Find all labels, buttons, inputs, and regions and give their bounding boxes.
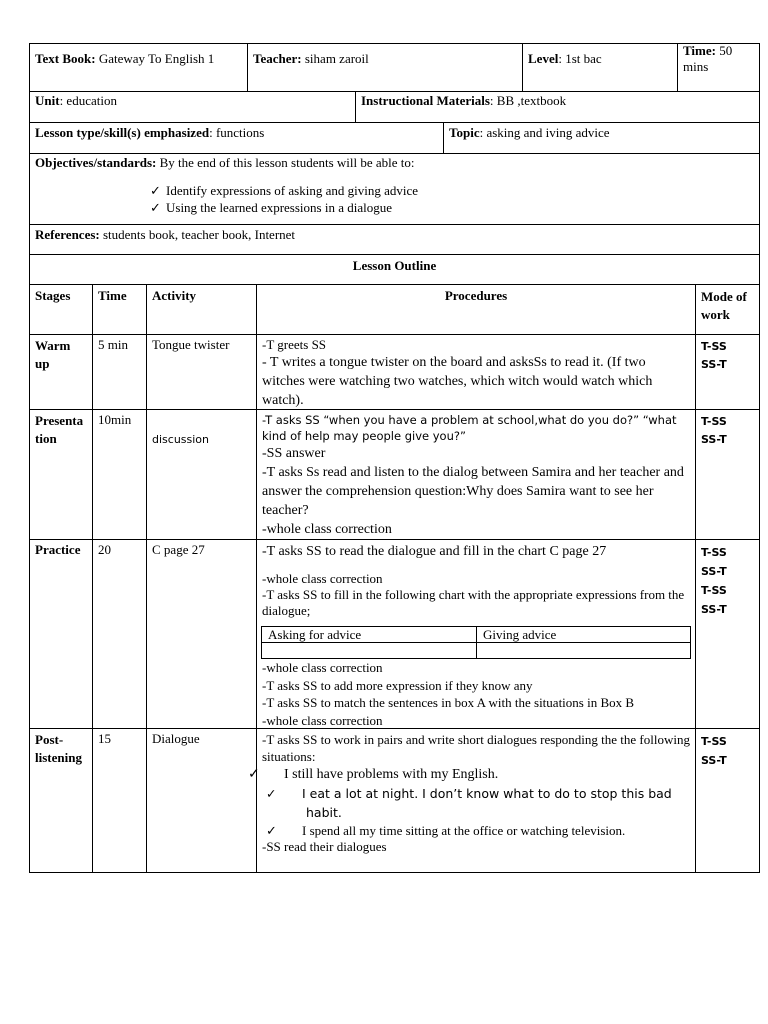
time-presentation: 10min bbox=[98, 412, 132, 427]
level-cell bbox=[523, 48, 677, 70]
table-border bbox=[29, 872, 760, 873]
chart-divider bbox=[476, 627, 477, 658]
unit-value: : education bbox=[59, 93, 117, 108]
procedure-practice-cont bbox=[257, 656, 695, 732]
procedure-line: -whole class correction bbox=[262, 712, 383, 728]
references-value: students book, teacher book, Internet bbox=[102, 227, 296, 242]
procedure-line: -T asks SS to add more expression if they know any bbox=[262, 677, 533, 693]
chart-header-asking: Asking for advice bbox=[268, 627, 362, 642]
procedure-line: -SS answer bbox=[262, 446, 326, 461]
mode-post-listening: T-SS SS-T bbox=[701, 735, 727, 767]
procedure-line: -T asks SS to work in pairs and write short dialogues responding the the following situations: bbox=[262, 732, 690, 764]
lesson-type-value: : functions bbox=[209, 125, 265, 140]
materials-value: : BB ,textbook bbox=[489, 93, 567, 108]
checkmark-icon: ✓ bbox=[150, 183, 161, 198]
procedure-presentation bbox=[257, 409, 695, 542]
procedure-warmup bbox=[257, 334, 695, 413]
procedure-line: -T asks SS to fill in the following chart with the appropriate expressions from the dialogue; bbox=[262, 587, 685, 618]
checkmark-icon: ✓ bbox=[266, 786, 277, 801]
procedure-practice bbox=[257, 539, 695, 622]
references-label: References: bbox=[35, 227, 100, 242]
topic-label: Topic bbox=[449, 125, 480, 140]
chart-header-giving: Giving advice bbox=[483, 627, 557, 642]
advice-chart bbox=[261, 626, 691, 659]
objectives-list bbox=[150, 182, 750, 216]
col-header-time: Time bbox=[98, 288, 127, 303]
materials-cell bbox=[356, 90, 759, 112]
col-divider bbox=[92, 284, 93, 872]
objectives-label: Objectives/standards: bbox=[35, 155, 157, 170]
procedure-post-listening bbox=[248, 728, 695, 858]
procedure-line: -T asks SS “when you have a problem at school,what do you do?” “what kind of help may people give you?” bbox=[262, 413, 677, 443]
level-value: : 1st bac bbox=[558, 51, 602, 66]
time-practice: 20 bbox=[98, 542, 111, 557]
materials-label: Instructional Materials bbox=[361, 93, 490, 108]
checkmark-icon: ✓ bbox=[248, 767, 260, 782]
procedure-line: -SS read their dialogues bbox=[262, 839, 387, 854]
table-border bbox=[759, 43, 760, 873]
time-label: Time: bbox=[683, 43, 716, 58]
unit-cell bbox=[30, 90, 355, 112]
references-cell bbox=[30, 224, 759, 246]
procedure-line: -whole class correction bbox=[262, 660, 383, 675]
teacher-cell bbox=[248, 48, 522, 70]
procedure-line: -whole class correction bbox=[262, 571, 383, 586]
situation-item: ✓ I spend all my time sitting at the office or watching television. bbox=[266, 823, 626, 838]
col-header-procedures: Procedures bbox=[444, 288, 508, 303]
stage-post-listening: Post- listening bbox=[35, 732, 82, 765]
mode-warmup: T-SS SS-T bbox=[701, 340, 727, 371]
time-post-listening: 15 bbox=[98, 731, 111, 746]
mode-practice: T-SS SS-T T-SS SS-T bbox=[701, 546, 727, 616]
checkmark-icon: ✓ bbox=[266, 823, 277, 838]
objective-item: ✓ Using the learned expressions in a dialogue bbox=[150, 200, 392, 215]
teacher-value: siham zaroil bbox=[304, 51, 369, 66]
situation-item: ✓ I still have problems with my English. bbox=[248, 767, 499, 782]
procedure-line: -T asks SS to read the dialogue and fill in the chart C page 27 bbox=[262, 544, 607, 559]
stage-warmup: Warm up bbox=[35, 338, 71, 371]
objectives-intro: By the end of this lesson students will be able to: bbox=[159, 155, 415, 170]
textbook-value: Gateway To English 1 bbox=[98, 51, 215, 66]
activity-warmup: Tongue twister bbox=[152, 337, 230, 352]
stage-practice: Practice bbox=[35, 542, 81, 557]
situation-item: ✓ I eat a lot at night. I don’t know what to do to stop this bad habit. bbox=[266, 786, 672, 820]
teacher-label: Teacher: bbox=[253, 51, 302, 66]
col-header-stages: Stages bbox=[35, 288, 71, 303]
col-header-mode: Mode of work bbox=[701, 289, 747, 322]
activity-practice: C page 27 bbox=[152, 542, 205, 557]
time-value: 50 mins bbox=[683, 43, 733, 74]
checkmark-icon: ✓ bbox=[150, 200, 161, 215]
topic-value: : asking and iving advice bbox=[479, 125, 610, 140]
procedure-line: -T asks SS to match the sentences in box A with the situations in Box B bbox=[262, 695, 635, 710]
procedure-line: -T asks Ss read and listen to the dialog between Samira and her teacher and answer the comprehension question:Why does Samira want to see her teacher? bbox=[262, 465, 684, 518]
procedure-line: - T writes a tongue twister on the board and asksSs to read it. (If two witches were watching two watches, which witch would watch which watch). bbox=[262, 355, 653, 408]
level-label: Level bbox=[528, 51, 559, 66]
col-divider bbox=[146, 284, 147, 872]
procedure-line: -whole class correction bbox=[262, 522, 392, 537]
activity-post-listening: Dialogue bbox=[152, 731, 200, 746]
mode-presentation: T-SS SS-T bbox=[701, 415, 727, 446]
textbook-cell bbox=[30, 48, 247, 70]
topic-cell bbox=[444, 122, 759, 144]
activity-presentation: discussion bbox=[152, 433, 210, 446]
col-header-activity: Activity bbox=[152, 288, 197, 303]
outline-title: Lesson Outline bbox=[352, 258, 437, 273]
lesson-type-label: Lesson type/skill(s) emphasized bbox=[35, 125, 210, 140]
table-border bbox=[29, 43, 760, 44]
unit-label: Unit bbox=[35, 93, 60, 108]
stage-presentation: Presenta tion bbox=[35, 413, 84, 446]
lesson-type-cell bbox=[30, 122, 443, 144]
textbook-label: Text Book: bbox=[35, 51, 96, 66]
objective-item: ✓ Identify expressions of asking and giving advice bbox=[150, 183, 418, 198]
time-cell bbox=[678, 40, 759, 78]
procedure-line: -T greets SS bbox=[262, 337, 327, 352]
time-warmup: 5 min bbox=[98, 337, 128, 352]
objectives-cell bbox=[30, 152, 759, 174]
